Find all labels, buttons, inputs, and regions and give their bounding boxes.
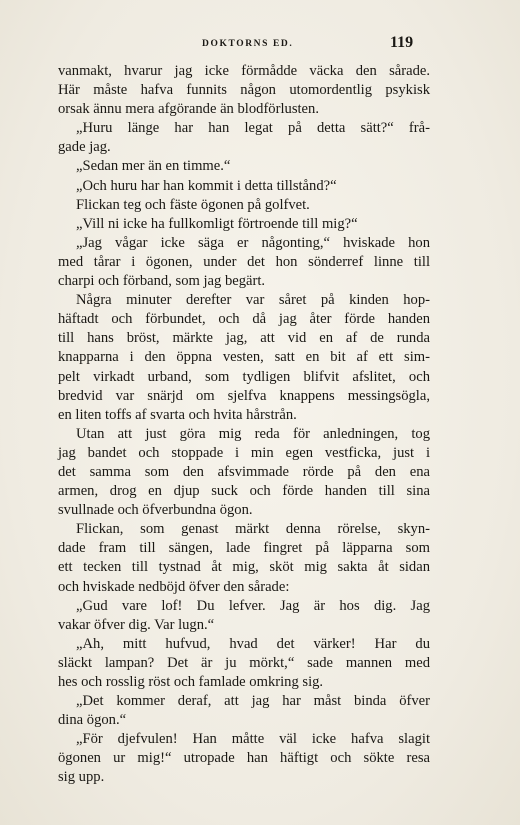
text-line: pelt virkadt urband, som tydligen blifvit afslitet, och bbox=[58, 368, 430, 385]
text-line: hes och rosslig röst och famlade omkring sig. bbox=[58, 674, 324, 690]
text-line: „Jag vågar icke säga er någonting,“ hviskade hon bbox=[76, 234, 430, 251]
text-line: „För djefvulen! Han måtte väl icke hafva slagit bbox=[76, 731, 430, 748]
text-line: jag bandet och stoppade i min egen vestficka, just i bbox=[58, 444, 430, 461]
text-line: orsak ännu mera afgörande än blodförlusten. bbox=[58, 101, 319, 118]
text-line: Flickan teg och fäste ögonen på golfvet. bbox=[76, 196, 310, 213]
text-line: med tårar i ögonen, under det hon sönderref linne till bbox=[58, 253, 430, 270]
text-line: till hans bröst, märkte jag, att vid en af de runda bbox=[58, 330, 430, 347]
text-line: och hviskade nedböjd öfver den sårade: bbox=[58, 578, 290, 595]
text-line: charpi och förband, som jag begärt. bbox=[58, 273, 266, 290]
text-line: det samma som den afsvimmade rörde på den ena bbox=[58, 463, 430, 480]
text-line: gade jag. bbox=[58, 139, 111, 156]
text-line: armen, drog en djup suck och förde handen till sina bbox=[58, 483, 430, 500]
text-line: Några minuter derefter var såret på kinden hop- bbox=[76, 292, 430, 309]
text-line: Utan att just göra mig reda för anledningen, tog bbox=[76, 425, 430, 442]
text-line: släckt lampan? Det är ju mörkt,“ sade mannen med bbox=[58, 654, 430, 671]
text-line: svullnade och öfverbundna ögon. bbox=[58, 502, 253, 519]
page-number: 119 bbox=[390, 34, 414, 51]
text-line: „Och huru har han kommit i detta tillstånd?“ bbox=[76, 177, 337, 194]
text-line: vakar öfver dig. Var lugn.“ bbox=[58, 616, 215, 633]
text-line: ett tecken till tystnad åt mig, sköt mig sakta åt sidan bbox=[58, 559, 430, 576]
page-header bbox=[0, 36, 520, 56]
body-text bbox=[58, 62, 430, 788]
text-line: „Det kommer deraf, att jag har måst binda öfver bbox=[76, 693, 430, 710]
text-line: bredvid var snärjd om sjelfva knappens messingsögla, bbox=[58, 387, 430, 404]
text-line: „Vill ni icke ha fullkomligt förtroende till mig?“ bbox=[76, 215, 358, 232]
text-line: „Sedan mer än en timme.“ bbox=[76, 158, 231, 175]
text-line: Här måste hafva funnits någon utomordentlig psykisk bbox=[58, 82, 430, 99]
text-line: „Gud vare lof! Du lefver. Jag är hos dig. Jag bbox=[76, 597, 430, 614]
text-line: Flickan, som genast märkt denna rörelse, skyn- bbox=[76, 521, 430, 538]
running-head: DOKTORNS ED. bbox=[202, 39, 294, 49]
text-line: vanmakt, hvarur jag icke förmådde väcka den sårade. bbox=[58, 63, 430, 79]
text-line: sig upp. bbox=[58, 769, 105, 786]
text-line: „Huru länge har han legat på detta sätt?“ frå- bbox=[76, 120, 430, 137]
text-line: dina ögon.“ bbox=[58, 712, 127, 729]
text-line: häftadt och förbundet, och då jag åter förde handen bbox=[58, 311, 430, 328]
text-line: „Ah, mitt hufvud, hvad det värker! Har du bbox=[76, 635, 430, 652]
text-line: en liten toffs af svarta och hvita hårstrån. bbox=[58, 406, 297, 423]
text-line: ögonen ur mig!“ utropade han häftigt och sökte resa bbox=[58, 750, 430, 767]
text-line: dade fram till sängen, lade fingret på läpparna som bbox=[58, 540, 430, 557]
text-line: knapparna i den öppna vesten, satt en bit af ett sim- bbox=[58, 349, 430, 366]
